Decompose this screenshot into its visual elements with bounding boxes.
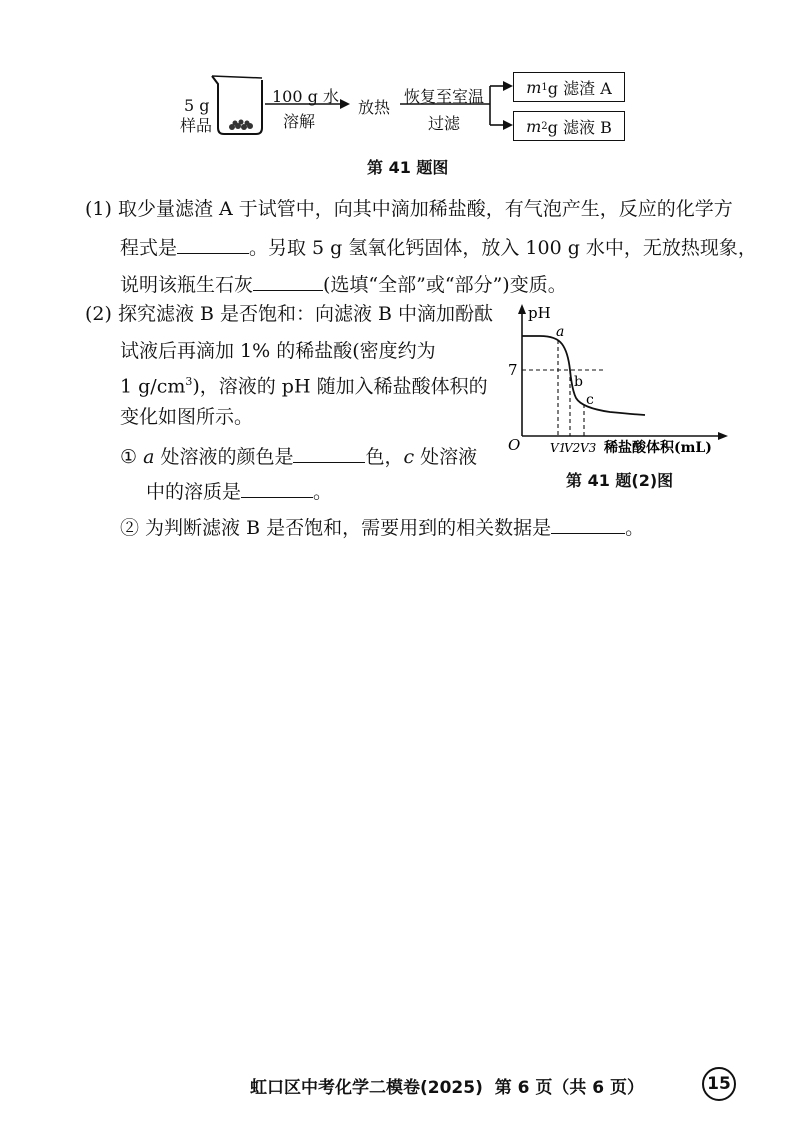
x-tick-v2: V2	[564, 441, 581, 455]
filtrate-b-box: m 2 g 滤液 B	[513, 111, 625, 141]
figure-caption: 第 41 题图	[367, 158, 449, 177]
answer-blank-color[interactable]	[293, 446, 365, 463]
y-tick-7: 7	[508, 361, 518, 379]
answer-blank-solute[interactable]	[241, 481, 313, 498]
cool-label: 恢复至室温	[404, 87, 485, 106]
x-axis-label: 稀盐酸体积(mL)	[604, 440, 712, 456]
point-a-label: a	[556, 324, 565, 340]
answer-blank-data[interactable]	[551, 517, 625, 534]
origin-label: O	[508, 436, 521, 454]
page-number-badge: 15	[702, 1067, 736, 1101]
x-tick-v3: V3	[580, 441, 597, 455]
filter-label: 过滤	[428, 114, 461, 133]
water-label: 100 g 水	[272, 87, 339, 106]
y-axis-arrow	[518, 304, 526, 314]
sample-mass-label: 5 g	[184, 96, 210, 115]
point-c-label: c	[586, 392, 594, 408]
q2-line2: 试液后再滴加 1% 的稀盐酸(密度约为	[120, 340, 436, 362]
sample-pile-icon	[229, 120, 253, 131]
point-b-label: b	[574, 374, 583, 390]
q2-sub1-line1: ① a 处溶液的颜色是 色，c 处溶液	[120, 446, 478, 468]
x-tick-v1: V1	[550, 441, 567, 455]
residue-a-box: m 1 g 滤渣 A	[513, 72, 625, 102]
sample-label: 样品	[180, 116, 213, 135]
q2-line1: (2) 探究滤液 B 是否饱和：向滤液 B 中滴加酚酞	[85, 303, 494, 325]
heat-label: 放热	[358, 98, 391, 117]
x-axis-arrow	[718, 432, 728, 440]
q1-line3: 说明该瓶生石灰 (选填“全部”或“部分”)变质。	[120, 274, 567, 296]
q2-line4: 变化如图所示。	[120, 406, 254, 428]
q1-line1: (1) 取少量滤渣 A 于试管中，向其中滴加稀盐酸，有气泡产生，反应的化学方	[85, 198, 733, 220]
dissolve-label: 溶解	[283, 112, 316, 131]
q1-line2: 程式是 。另取 5 g 氢氧化钙固体，放入 100 g 水中，无放热现象，	[120, 237, 757, 259]
q2-sub1-line2: 中的溶质是 。	[146, 481, 333, 503]
ph-curve	[522, 336, 645, 415]
answer-blank-degree[interactable]	[253, 274, 323, 291]
q2-line3: 1 $g/cm^3$)，溶液的 pH 随加入稀盐酸体积的	[120, 375, 488, 398]
page-footer: 虹口区中考化学二模卷(2025) 第 6 页（共 6 页）	[250, 1078, 645, 1098]
flow-diagram-lines	[0, 0, 800, 150]
ph-chart-svg	[500, 300, 740, 460]
answer-blank-equation[interactable]	[177, 237, 249, 254]
q2-sub2: ② 为判断滤液 B 是否饱和，需要用到的相关数据是 。	[120, 517, 645, 539]
chart-caption: 第 41 题(2)图	[566, 471, 674, 490]
y-axis-label: pH	[528, 304, 551, 322]
